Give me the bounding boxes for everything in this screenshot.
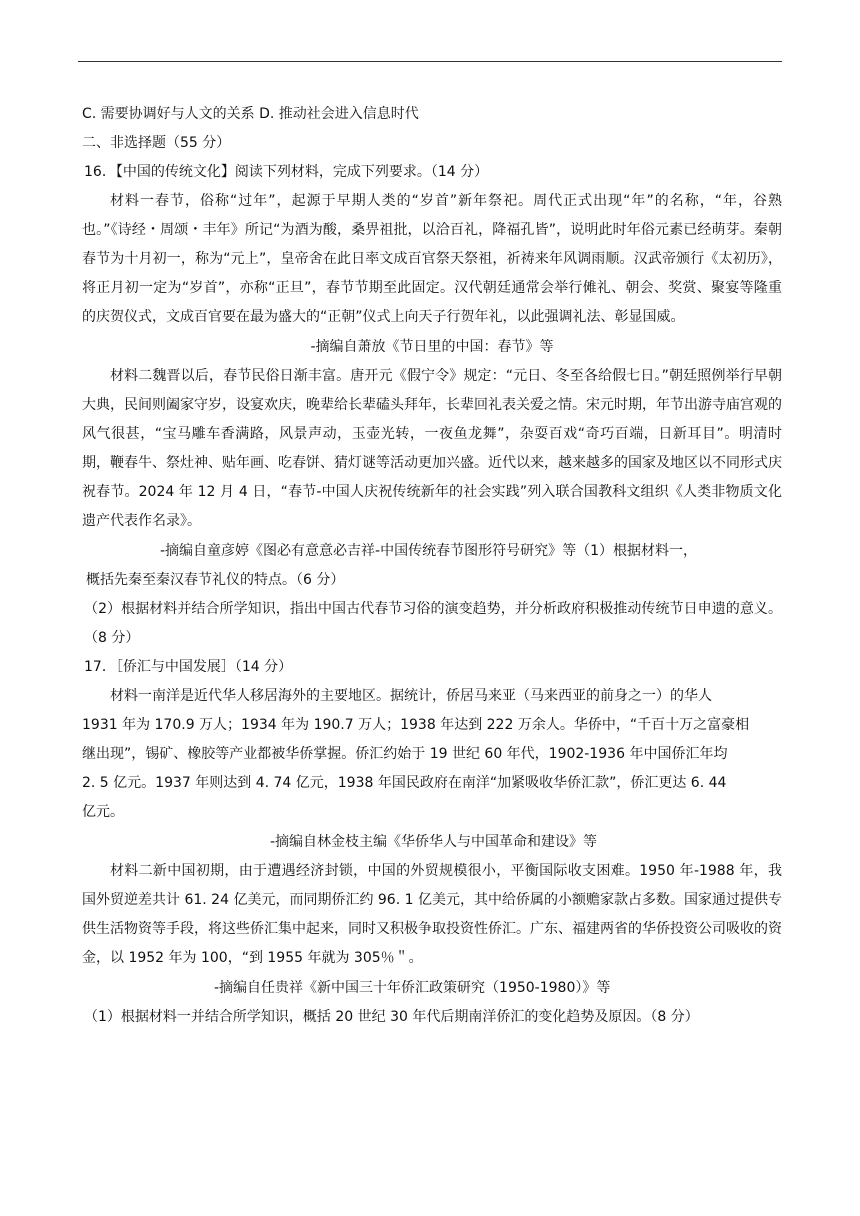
q16-source-2: -摘编自童彦婷《图必有意意必吉祥-中国传统春节图形符号研究》等（1）根据材料一，: [160, 543, 698, 559]
q16-question-1-continued: 概括先秦至秦汉春节礼仪的特点。（6 分）: [86, 572, 345, 588]
q17-material-2: 材料二新中国初期，由于遭遇经济封锁，中国的外贸规模很小，平衡国际收支困难。1950 年-1988 年，我国外贸逆差共计 61. 24 亿美元，而同期侨汇约 96. 1 亿美元，其中给侨属的小额赡家款占多数。国家通过提供专供生活物资等手段，将这些侨汇集中起来，同时又积极争取投资性侨汇。广东、福建两省的华侨投资公司吸收的资金，以 1952 年为 100，“到 1955 年就为 305％＂。: [82, 863, 782, 966]
section-heading: 二、非选择题（55 分）: [82, 135, 231, 151]
option-line: C. 需要协调好与人文的关系 D. 推动社会进入信息时代: [82, 106, 419, 122]
q16-material-2: 材料二魏晋以后，春节民俗日渐丰富。唐开元《假宁令》规定：“元日、冬至各给假七日。”朝廷照例举行早朝大典，民间则阖家守岁，设宴欢庆，晚辈给长辈磕头拜年，长辈回礼表关爱之情。宋元时期，年节出游寺庙宫观的风气很甚，“宝马雕车香满路，风景声动，玉壶光转，一夜鱼龙舞”，杂耍百戏“奇巧百端，日新耳目”。明清时期，鞭春牛、祭灶神、贴年画、吃春饼、猜灯谜等活动更加兴盛。近代以来，越来越多的国家及地区以不同形式庆祝春节。2024 年 12 月 4 日，“春节-中国人庆祝传统新年的社会实践”列入联合国教科文组织《人类非物质文化遗产代表作名录》。: [82, 368, 782, 529]
q16-material-1: 材料一春节，俗称“过年”，起源于早期人类的“岁首”新年祭祀。周代正式出现“年”的名称，“年，谷熟也。”《诗经・周颂・丰年》所记“为酒为酸，桑畀祖批，以洽百礼，降福孔皆”，说明此时年俗元素已经萌芽。秦朝春节为十月初一，称为“元上”，皇帝舍在此日率文成百官祭天祭祖，祈祷来年风调雨顺。汉武帝颁行《太初历》，将正月初一定为“岁首”，亦称“正旦”，春节节期至此固定。汉代朝廷通常会举行傩礼、朝会、奖赏、聚宴等隆重的庆贺仪式，文成百官要在最为盛大的“正朝”仪式上向天子行贺年礼，以此强调礼法、彰显国威。: [82, 193, 782, 325]
q17-material-1-line: 材料一南洋是近代华人移居海外的主要地区。据统计，侨居马来亚（马来西亚的前身之一）的华人: [110, 688, 712, 704]
q16-heading: 16．【中国的传统文化】阅读下列材料，完成下列要求。（14 分）: [84, 164, 489, 180]
q17-material-1: [82, 682, 782, 827]
q17-heading: 17．［侨汇与中国发展］（14 分）: [84, 659, 293, 675]
q17-question-1: （1）根据材料一并结合所学知识，概括 20 世纪 30 年代后期南洋侨汇的变化趋势及原因。（8 分）: [84, 1009, 699, 1025]
q17-source-1: -摘编自林金枝主编《华侨华人与中国革命和建设》等: [270, 834, 598, 850]
q16-source-1: -摘编自萧放《节日里的中国：春节》等: [310, 339, 554, 355]
q17-material-1-line: 2. 5 亿元。1937 年则达到 4. 74 亿元，1938 年国民政府在南洋“加紧吸收华侨汇款”，侨汇更达 6. 44: [82, 775, 727, 791]
q16-question-2: （2）根据材料并结合所学知识，指出中国古代春节习俗的演变趋势，并分析政府积极推动传统节日申遗的意义。（8 分）: [84, 601, 782, 646]
q17-source-2: -摘编自任贵祥《新中国三十年侨汇政策研究（1950-1980）》等: [214, 980, 611, 996]
q17-material-1-line: 1931 年为 170.9 万人；1934 年为 190.7 万人；1938 年达到 222 万余人。华侨中，“千百十万之富豪相: [82, 717, 750, 733]
header-rule: [78, 61, 782, 62]
document-body: [82, 100, 782, 1032]
q17-material-1-line: 继出现”，锡矿、橡胶等产业都被华侨掌握。侨汇约始于 19 世纪 60 年代，1902-1936 年中国侨汇年均: [82, 746, 728, 762]
q17-material-1-line: 亿元。: [82, 804, 124, 820]
